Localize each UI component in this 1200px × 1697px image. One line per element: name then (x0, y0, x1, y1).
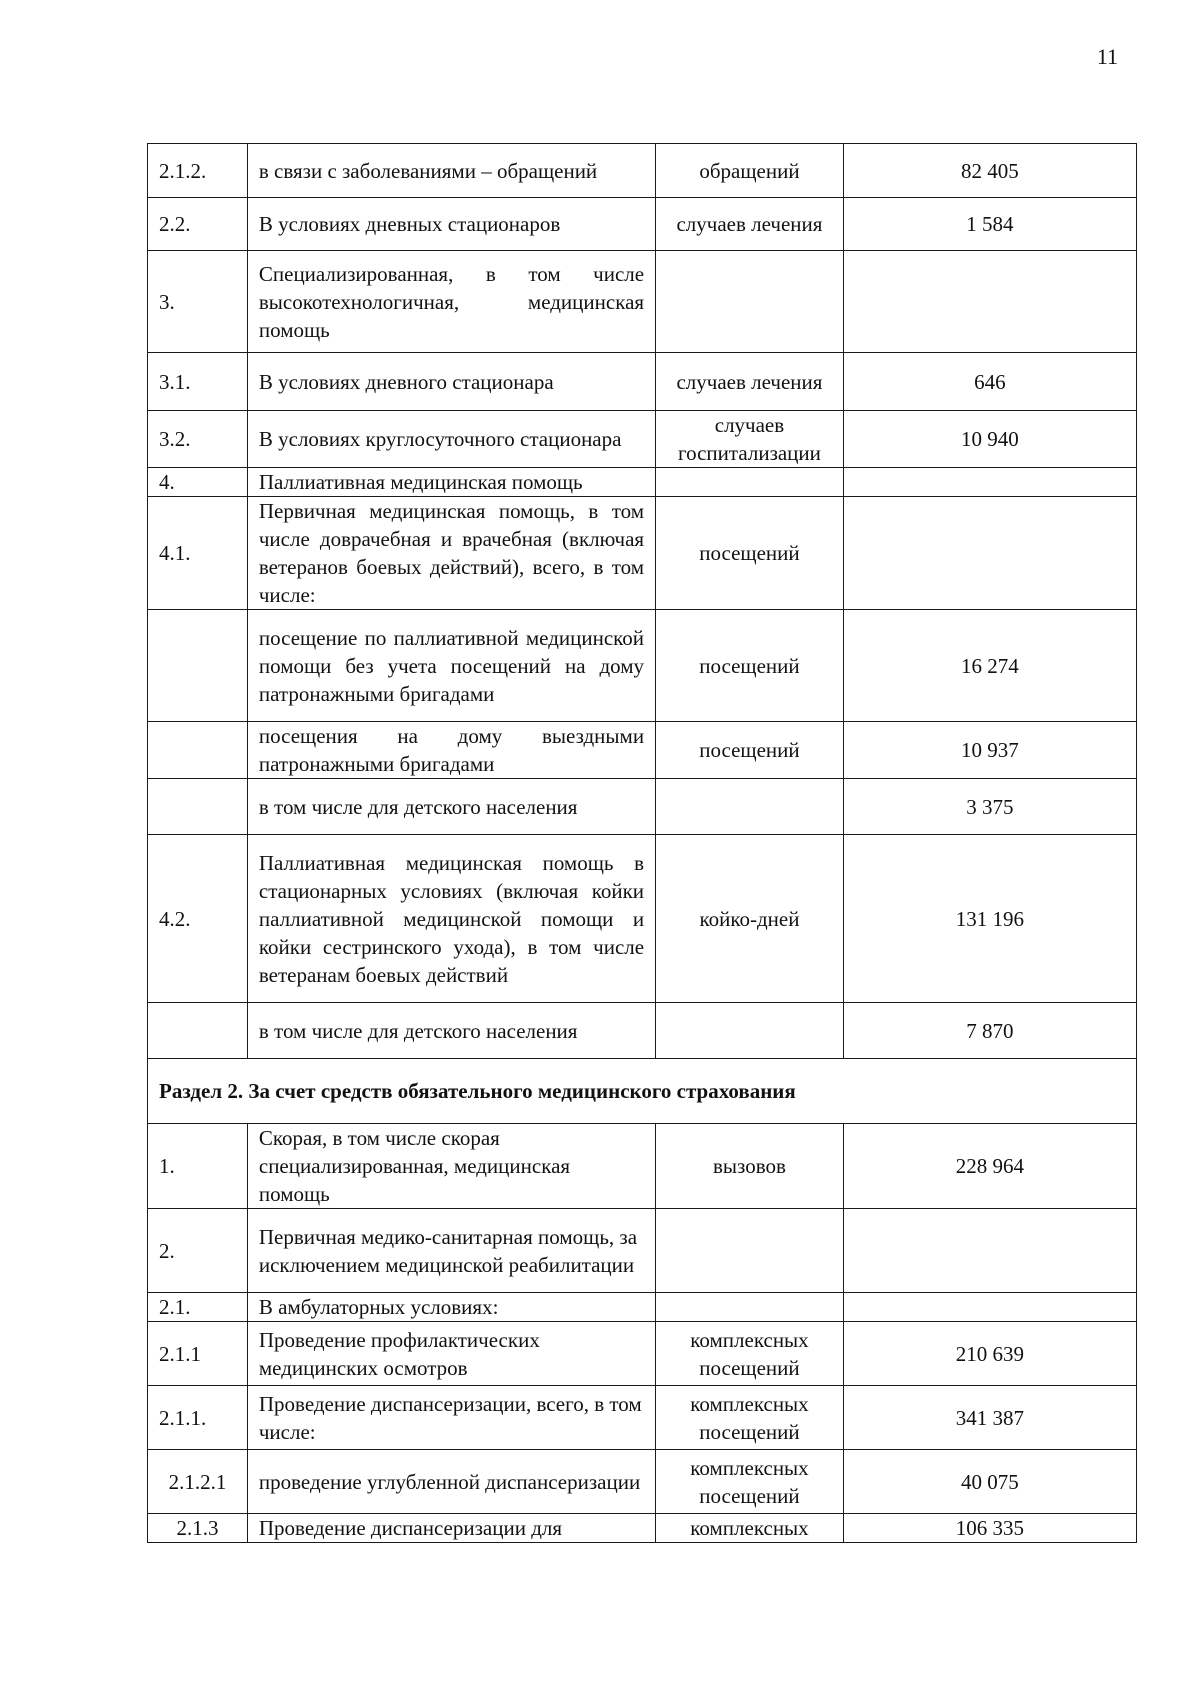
row-number: 2.2. (148, 198, 248, 251)
row-value (843, 1209, 1136, 1293)
row-number (148, 610, 248, 722)
table-row (148, 1124, 1137, 1209)
row-name: В условиях дневных стационаров (247, 198, 655, 251)
row-name: в том числе для детского населения (247, 779, 655, 835)
row-unit (656, 251, 844, 353)
row-unit: случаев госпитализации (656, 411, 844, 468)
row-name: Специализированная, в том числе высокотехнологичная, медицинская помощь (247, 251, 655, 353)
row-unit: посещений (656, 497, 844, 610)
row-name: в том числе для детского населения (247, 1003, 655, 1059)
row-value: 131 196 (843, 835, 1136, 1003)
row-unit: посещений (656, 722, 844, 779)
table-row (148, 411, 1137, 468)
table-row (148, 1386, 1137, 1450)
table-row (148, 610, 1137, 722)
table-row (148, 779, 1137, 835)
section-title: Раздел 2. За счет средств обязательного медицинского страхования (148, 1059, 1137, 1124)
row-number (148, 1003, 248, 1059)
row-number (148, 779, 248, 835)
row-value: 10 937 (843, 722, 1136, 779)
row-name: В амбулаторных условиях: (247, 1293, 655, 1322)
row-number: 4. (148, 468, 248, 497)
row-number: 2.1.2.1 (148, 1450, 248, 1514)
row-unit: вызовов (656, 1124, 844, 1209)
table-row (148, 1514, 1137, 1543)
table-row (148, 1003, 1137, 1059)
row-value: 7 870 (843, 1003, 1136, 1059)
row-number: 3. (148, 251, 248, 353)
row-unit: случаев лечения (656, 353, 844, 411)
row-name: Проведение диспансеризации для (247, 1514, 655, 1543)
row-value (843, 497, 1136, 610)
table-row (148, 722, 1137, 779)
row-unit: койко-дней (656, 835, 844, 1003)
row-value (843, 1293, 1136, 1322)
row-unit (656, 779, 844, 835)
row-number: 2.1.3 (148, 1514, 248, 1543)
row-name: Скорая, в том числе скорая специализированная, медицинская помощь (247, 1124, 655, 1209)
row-name: в связи с заболеваниями – обращений (247, 144, 655, 198)
row-unit: посещений (656, 610, 844, 722)
row-number: 1. (148, 1124, 248, 1209)
row-value: 228 964 (843, 1124, 1136, 1209)
row-value: 646 (843, 353, 1136, 411)
row-number (148, 722, 248, 779)
row-number: 4.2. (148, 835, 248, 1003)
row-name: В условиях дневного стационара (247, 353, 655, 411)
row-value: 16 274 (843, 610, 1136, 722)
row-value: 1 584 (843, 198, 1136, 251)
table-row (148, 1450, 1137, 1514)
row-value: 10 940 (843, 411, 1136, 468)
row-unit (656, 1003, 844, 1059)
row-number: 2.1.1 (148, 1322, 248, 1386)
row-value: 341 387 (843, 1386, 1136, 1450)
table-row (148, 251, 1137, 353)
row-unit: комплексных (656, 1514, 844, 1543)
table-row (148, 1209, 1137, 1293)
row-value: 106 335 (843, 1514, 1136, 1543)
row-unit: комплексных посещений (656, 1450, 844, 1514)
row-number: 2.1. (148, 1293, 248, 1322)
row-value: 210 639 (843, 1322, 1136, 1386)
row-number: 2.1.2. (148, 144, 248, 198)
row-unit (656, 1209, 844, 1293)
row-name: Паллиативная медицинская помощь (247, 468, 655, 497)
row-name: В условиях круглосуточного стационара (247, 411, 655, 468)
table-row (148, 144, 1137, 198)
row-unit: случаев лечения (656, 198, 844, 251)
row-unit (656, 1293, 844, 1322)
row-unit (656, 468, 844, 497)
table-row (148, 497, 1137, 610)
table-row (148, 835, 1137, 1003)
row-name: Паллиативная медицинская помощь в стационарных условиях (включая койки паллиативной медицинской помощи и койки сестринского ухода), в том числе ветеранам боевых действий (247, 835, 655, 1003)
row-unit: комплексных посещений (656, 1322, 844, 1386)
row-number: 3.2. (148, 411, 248, 468)
table-row (148, 198, 1137, 251)
row-name: проведение углубленной диспансеризации (247, 1450, 655, 1514)
page-number: 11 (1096, 44, 1118, 69)
row-value: 40 075 (843, 1450, 1136, 1514)
row-name: Первичная медицинская помощь, в том числе доврачебная и врачебная (включая ветеранов боевых действий), всего, в том числе: (247, 497, 655, 610)
row-name: посещение по паллиативной медицинской помощи без учета посещений на дому патронажными бригадами (247, 610, 655, 722)
row-number: 4.1. (148, 497, 248, 610)
row-name: Проведение диспансеризации, всего, в том числе: (247, 1386, 655, 1450)
row-unit: комплексных посещений (656, 1386, 844, 1450)
table-row (148, 1322, 1137, 1386)
row-number: 3.1. (148, 353, 248, 411)
row-value (843, 251, 1136, 353)
row-name: Проведение профилактических медицинских осмотров (247, 1322, 655, 1386)
volume-table (147, 143, 1137, 1543)
row-name: Первичная медико-санитарная помощь, за исключением медицинской реабилитации (247, 1209, 655, 1293)
row-value (843, 468, 1136, 497)
row-value: 3 375 (843, 779, 1136, 835)
row-number: 2.1.1. (148, 1386, 248, 1450)
table-row (148, 353, 1137, 411)
table-row (148, 468, 1137, 497)
row-name: посещения на дому выездными патронажными бригадами (247, 722, 655, 779)
table-row (148, 1293, 1137, 1322)
row-number: 2. (148, 1209, 248, 1293)
section-row (148, 1059, 1137, 1124)
row-value: 82 405 (843, 144, 1136, 198)
row-unit: обращений (656, 144, 844, 198)
